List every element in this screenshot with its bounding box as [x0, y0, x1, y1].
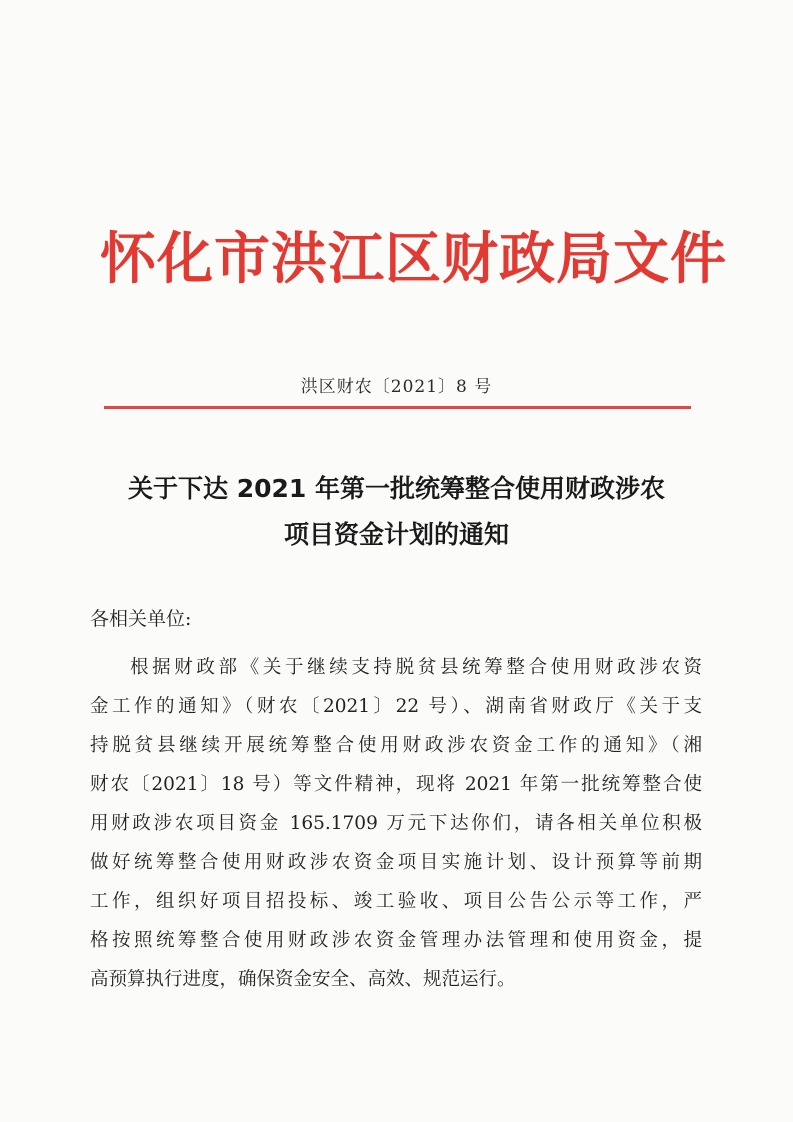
body-line: 格按照统筹整合使用财政涉农资金管理办法管理和使用资金，提	[90, 930, 702, 951]
body-line: 工作，组织好项目招投标、竣工验收、项目公告公示等工作，严	[90, 891, 702, 912]
document-number: 洪区财农〔2021〕8 号	[300, 377, 493, 397]
body-line: 财农〔2021〕18 号）等文件精神，现将 2021 年第一批统筹整合使	[90, 774, 702, 795]
notice-title-line-2: 项目资金计划的通知	[283, 520, 509, 549]
body-line: 用财政涉农项目资金 165.1709 万元下达你们，请各相关单位积极	[90, 813, 702, 834]
body-line: 根据财政部《关于继续支持脱贫县统筹整合使用财政涉农资	[130, 657, 702, 678]
notice-title-line-1: 关于下达 2021 年第一批统筹整合使用财政涉农	[128, 474, 665, 503]
red-header-rule	[104, 406, 691, 409]
body-line: 高预算执行进度，确保资金安全、高效、规范运行。	[90, 969, 516, 990]
notice-title	[80, 466, 713, 558]
body-line: 做好统筹整合使用财政涉农资金项目实施计划、设计预算等前期	[90, 852, 702, 873]
body-paragraph	[90, 648, 702, 999]
issuing-authority-title: 怀化市洪江区财政局文件	[100, 227, 727, 292]
salutation: 各相关单位:	[90, 608, 192, 630]
body-line: 金工作的通知》（财农〔2021〕22 号）、湖南省财政厅《关于支	[90, 696, 702, 717]
body-line: 持脱贫县继续开展统筹整合使用财政涉农资金工作的通知》（湘	[90, 735, 702, 756]
